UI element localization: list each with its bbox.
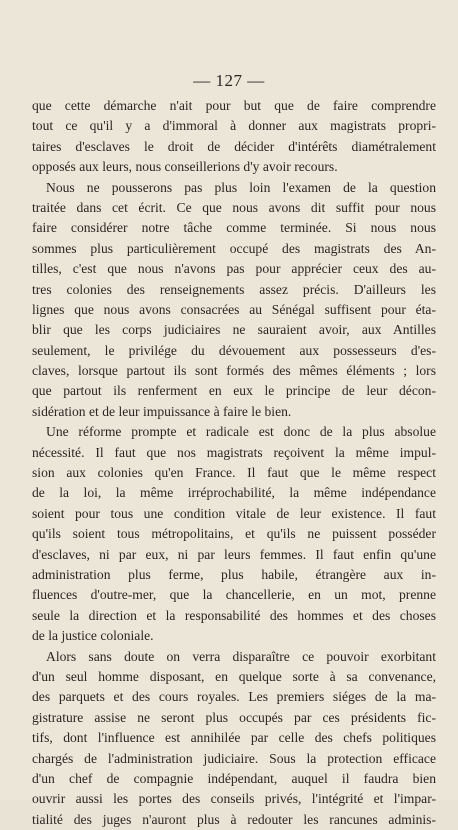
text-line: tres colonies des renseignements assez précis. D'ailleurs les [32,281,436,297]
text-line: que partout ils renferment en eux le principe de leur décon- [32,383,436,399]
text-line: chargés de l'administration judiciaire. Sous la protection efficace [32,750,436,766]
text-line: sommes plus particulièrement occupé des magistrats des An- [32,240,436,256]
text-line: d'un chef de compagnie indépendant, auquel il faudra bien [32,770,436,786]
text-line: traitée dans cet écrit. Ce que nous avons dit suffit pour nous [32,199,436,215]
text-line: tilles, c'est que nous n'avons pas pour apprécier ceux des au- [32,261,436,277]
text-line: qu'ils soient tous métropolitains, et qu'ils ne puissent posséder [32,526,436,542]
text-line: tifs, dont l'influence est annihilée par celle des chefs politiques [32,730,436,746]
text-line: Une réforme prompte et radicale est donc de la plus absolue [46,424,436,440]
text-line: d'un seul homme disposant, en quelque sorte à sa convenance, [32,668,436,684]
text-line: opposés aux leurs, nous conseillerions d'y avoir recours. [32,159,338,175]
text-line: sidération et de leur impuissance à faire le bien. [32,403,292,419]
text-line: tout ce qu'il y a d'immoral à donner aux magistrats propri- [32,118,436,134]
text-line: faire considérer notre tâche comme terminée. Si nous nous [32,220,436,236]
text-line: que cette démarche n'ait pour but que de faire comprendre [32,98,436,113]
text-line: tialité des juges n'auront plus à redouter les rancunes adminis- [32,811,436,827]
text-line: Nous ne pousserons pas plus loin l'examen de la question [46,179,436,195]
text-line: ouvrir aussi les portes des conseils privés, l'intégrité et l'impar- [32,791,436,807]
text-line: Alors sans doute on verra disparaître ce pouvoir exorbitant [46,648,436,664]
text-line: fluences d'outre-mer, que la chancellerie, en un mot, prenne [32,587,436,603]
page-number: — 127 — [193,71,265,90]
text-line: des parquets et des cours royales. Les premiers siéges de la ma- [32,689,436,705]
text-line: blir que les corps judiciaires ne sauraient avoir, aux Antilles [32,322,436,338]
text-line: lignes que nous avons consacrées au Sénégal suffisent pour éta- [32,301,436,317]
text-line: sion aux colonies qu'en France. Il faut que le même respect [32,465,436,481]
text-line: soient pour tous une condition vitale de leur existence. Il faut [32,505,436,521]
text-line: de la loi, la même irréprochabilité, la même indépendance [32,485,436,501]
text-line: de la justice coloniale. [32,628,154,644]
text-line: claves, lorsque partout ils sont formés des mêmes éléments ; lors [32,363,436,379]
text-line: d'esclaves, ni par eux, ni par leurs femmes. Il faut enfin qu'une [32,546,436,562]
text-line: seulement, le privilége du dévouement aux possesseurs d'es- [32,342,436,358]
text-line: taires d'esclaves le droit de décider d'intérêts diamétralement [32,138,436,154]
text-line: nécessité. Il faut que nos magistrats reçoivent la même impul- [32,444,436,460]
text-line: administration plus ferme, plus habile, étrangère aux in- [32,566,436,582]
text-line: seule la direction et la responsabilité des hommes et des choses [32,607,436,623]
text-line: gistrature assise ne seront plus occupés par ces présidents fic- [32,709,436,725]
body-text [32,96,436,830]
